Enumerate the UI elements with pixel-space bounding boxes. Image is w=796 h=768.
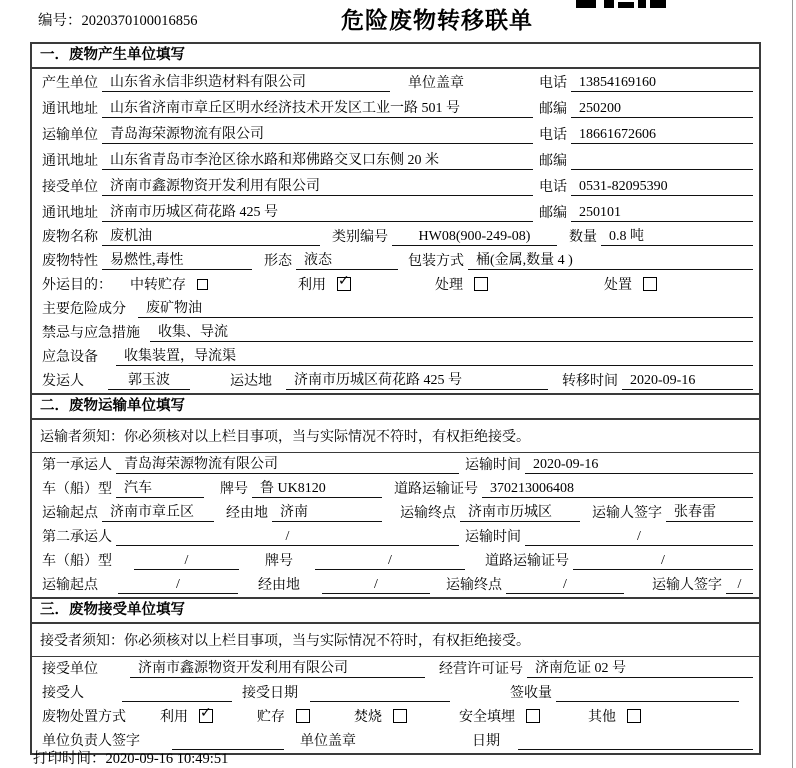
carrier2-label: 第二承运人 <box>42 530 112 545</box>
waste-name-row <box>32 225 759 249</box>
vehicle2-row <box>32 549 759 573</box>
date-value <box>518 733 753 750</box>
address-label: 通讯地址 <box>42 154 98 169</box>
hazard-label: 主要危险成分 <box>42 302 126 317</box>
zip-label: 邮编 <box>539 102 567 117</box>
producer-row <box>32 69 759 95</box>
plate-label: 牌号 <box>265 554 293 569</box>
doc-number-value: 2020370100016856 <box>81 13 198 29</box>
hazard-value: 废矿物油 <box>138 297 753 318</box>
route2-end-value: / <box>506 577 624 594</box>
address-label: 通讯地址 <box>42 206 98 221</box>
route1-sign-value: 张春雷 <box>666 501 753 522</box>
carrier2-row <box>32 525 759 549</box>
equip-label: 应急设备 <box>42 350 98 365</box>
producer-zip-value: 250200 <box>571 101 753 118</box>
taboo-value: 收集、导流 <box>150 321 753 342</box>
form-value: 液态 <box>296 249 398 270</box>
waste-name-label: 废物名称 <box>42 230 98 245</box>
section3-header: 三．废物接受单位填写 <box>32 597 759 624</box>
producer-address-value: 山东省济南市章丘区明水经济技术开发区工业一路 501 号 <box>102 97 533 118</box>
page-title: 危险废物转移联单 <box>341 7 533 33</box>
transporter-notice: 运输者须知：你必须核对以上栏目事项，当与实际情况不符时，有权拒绝接受。 <box>32 420 759 453</box>
unit-head-sign-label: 单位负责人签字 <box>42 734 140 749</box>
opt-transfer-storage-label: 中转贮存 <box>130 278 186 293</box>
waste-traits-row <box>32 249 759 273</box>
route-start-label: 运输起点 <box>42 506 98 521</box>
transfer-time-label: 转移时间 <box>562 374 618 389</box>
phone-label: 电话 <box>539 128 567 143</box>
opt-other-label: 其他 <box>588 710 616 725</box>
road-permit-label: 道路运输证号 <box>485 554 569 569</box>
carrier-sign-label: 运输人签字 <box>592 506 662 521</box>
form-label: 形态 <box>264 254 292 269</box>
producer-phone-value: 13854169160 <box>571 75 753 92</box>
pack-value: 桶(金属,数量 4 ) <box>468 249 753 270</box>
producer-label: 产生单位 <box>42 76 98 91</box>
transporter-label: 运输单位 <box>42 128 98 143</box>
dispatch-row <box>32 369 759 393</box>
transporter-zip-value <box>571 153 753 170</box>
receiver-address-value: 济南市历城区荷花路 425 号 <box>102 201 533 222</box>
equip-row <box>32 345 759 369</box>
print-time-label: 打印时间： <box>33 751 106 767</box>
opt-use-label: 利用 <box>298 278 326 293</box>
purpose-label: 外运目的： <box>42 278 112 293</box>
carrier-sign-label: 运输人签字 <box>652 578 722 593</box>
via-label: 经由地 <box>258 578 300 593</box>
route2-via-value: / <box>322 577 430 594</box>
carrier1-row <box>32 453 759 477</box>
receiver-notice: 接受者须知：你必须核对以上栏目事项，当与实际情况不符时，有权拒绝接受。 <box>32 624 759 657</box>
use-checkbox <box>337 277 351 291</box>
opt-treat-label: 处理 <box>435 278 463 293</box>
route-end-label: 运输终点 <box>400 506 456 521</box>
page-edge-line <box>792 0 793 768</box>
carrier2-time-value: / <box>525 529 753 546</box>
waste-qty-value: 0.8 吨 <box>601 225 753 246</box>
vehicle-type-label: 车（船）型 <box>42 482 112 497</box>
acceptor-row <box>32 681 759 705</box>
dispose-checkbox <box>643 277 657 291</box>
accept-unit-label: 接受单位 <box>42 662 98 677</box>
vehicle1-plate-value: 鲁 UK8120 <box>252 477 382 498</box>
receipt-qty-label: 签收量 <box>510 686 552 701</box>
waste-code-label: 类别编号 <box>332 230 388 245</box>
section2-header: 二．废物运输单位填写 <box>32 393 759 420</box>
route-start-label: 运输起点 <box>42 578 98 593</box>
waste-name-value: 废机油 <box>102 225 320 246</box>
dispatcher-value: 郭玉波 <box>108 369 190 390</box>
vehicle1-row <box>32 477 759 501</box>
road-permit-label: 道路运输证号 <box>394 482 478 497</box>
route-end-label: 运输终点 <box>446 578 502 593</box>
treat-checkbox <box>474 277 488 291</box>
phone-label: 电话 <box>539 180 567 195</box>
accept-unit-value: 济南市鑫源物资开发利用有限公司 <box>130 657 425 678</box>
vehicle-type-label: 车（船）型 <box>42 554 112 569</box>
producer-value: 山东省永信非织造材料有限公司 <box>102 71 390 92</box>
disposal-label: 废物处置方式 <box>42 710 126 725</box>
zip-label: 邮编 <box>539 154 567 169</box>
pack-label: 包装方式 <box>408 254 464 269</box>
vehicle2-permit-value: / <box>573 553 753 570</box>
taboo-label: 禁忌与应急措施 <box>42 326 140 341</box>
qr-code-remnant <box>576 0 672 9</box>
print-time <box>33 747 228 768</box>
accept-date-label: 接受日期 <box>242 686 298 701</box>
disposal-row <box>32 705 759 729</box>
transport-time-label: 运输时间 <box>465 458 521 473</box>
route1-via-value: 济南 <box>272 501 382 522</box>
phone-label: 电话 <box>539 76 567 91</box>
disposal-landfill-checkbox <box>526 709 540 723</box>
route2-sign-value: / <box>726 577 753 594</box>
dispatcher-label: 发运人 <box>42 374 84 389</box>
waste-code-value: HW08(900-249-08) <box>392 229 557 246</box>
traits-value: 易燃性,毒性 <box>102 249 252 270</box>
acceptor-label: 接受人 <box>42 686 84 701</box>
license-value: 济南危证 02 号 <box>527 657 753 678</box>
route1-end-value: 济南市历城区 <box>460 501 580 522</box>
transporter-address-row <box>32 147 759 173</box>
receiver-phone-value: 0531-82095390 <box>571 179 753 196</box>
purpose-row <box>32 273 759 297</box>
accept-date-value <box>310 685 450 702</box>
acceptor-value <box>122 685 232 702</box>
carrier1-time-value: 2020-09-16 <box>525 457 753 474</box>
opt-dispose-label: 处置 <box>604 278 632 293</box>
equip-value: 收集装置，导流渠 <box>116 345 753 366</box>
transfer-storage-checkbox <box>197 279 208 290</box>
receipt-qty-value <box>556 685 739 702</box>
receiver-row <box>32 173 759 199</box>
vehicle1-type-value: 汽车 <box>116 477 204 498</box>
manifest-form <box>30 42 761 755</box>
carrier2-value: / <box>116 529 459 546</box>
vehicle2-type-value: / <box>134 553 239 570</box>
address-label: 通讯地址 <box>42 102 98 117</box>
taboo-row <box>32 321 759 345</box>
transfer-time-value: 2020-09-16 <box>622 373 753 390</box>
destination-value: 济南市历城区荷花路 425 号 <box>286 369 548 390</box>
route2-start-value: / <box>118 577 238 594</box>
plate-label: 牌号 <box>220 482 248 497</box>
receiver-address-row <box>32 199 759 225</box>
receiver-label: 接受单位 <box>42 180 98 195</box>
transporter-phone-value: 18661672606 <box>571 127 753 144</box>
disposal-storage-checkbox <box>296 709 310 723</box>
transporter-address-value: 山东省青岛市李沧区徐水路和郑佛路交叉口东侧 20 米 <box>102 149 533 170</box>
unit-seal-label: 单位盖章 <box>300 734 356 749</box>
vehicle1-permit-value: 370213006408 <box>482 481 753 498</box>
hazard-row <box>32 297 759 321</box>
waste-qty-label: 数量 <box>569 230 597 245</box>
receiver-value: 济南市鑫源物资开发利用有限公司 <box>102 175 533 196</box>
zip-label: 邮编 <box>539 206 567 221</box>
license-label: 经营许可证号 <box>439 662 523 677</box>
route1-start-value: 济南市章丘区 <box>102 501 214 522</box>
transporter-row <box>32 121 759 147</box>
route2-row <box>32 573 759 597</box>
destination-label: 运达地 <box>230 374 272 389</box>
carrier1-value: 青岛海荣源物流有限公司 <box>116 453 459 474</box>
disposal-use-checkbox <box>199 709 213 723</box>
opt-use-label: 利用 <box>160 710 188 725</box>
transport-time-label: 运输时间 <box>465 530 521 545</box>
carrier1-label: 第一承运人 <box>42 458 112 473</box>
via-label: 经由地 <box>226 506 268 521</box>
producer-address-row <box>32 95 759 121</box>
date-label: 日期 <box>472 734 500 749</box>
route1-row <box>32 501 759 525</box>
receiver-zip-value: 250101 <box>571 205 753 222</box>
opt-storage-label: 贮存 <box>257 710 285 725</box>
disposal-other-checkbox <box>627 709 641 723</box>
opt-landfill-label: 安全填埋 <box>459 710 515 725</box>
print-time-value: 2020-09-16 10:49:51 <box>105 751 229 767</box>
traits-label: 废物特性 <box>42 254 98 269</box>
disposal-incinerate-checkbox <box>393 709 407 723</box>
accept-unit-row <box>32 657 759 681</box>
section1-header: 一．废物产生单位填写 <box>32 44 759 69</box>
doc-number-label: 编号： <box>38 13 82 29</box>
transporter-value: 青岛海荣源物流有限公司 <box>102 123 533 144</box>
vehicle2-plate-value: / <box>315 553 465 570</box>
opt-incinerate-label: 焚烧 <box>354 710 382 725</box>
unit-seal-label: 单位盖章 <box>408 76 464 91</box>
